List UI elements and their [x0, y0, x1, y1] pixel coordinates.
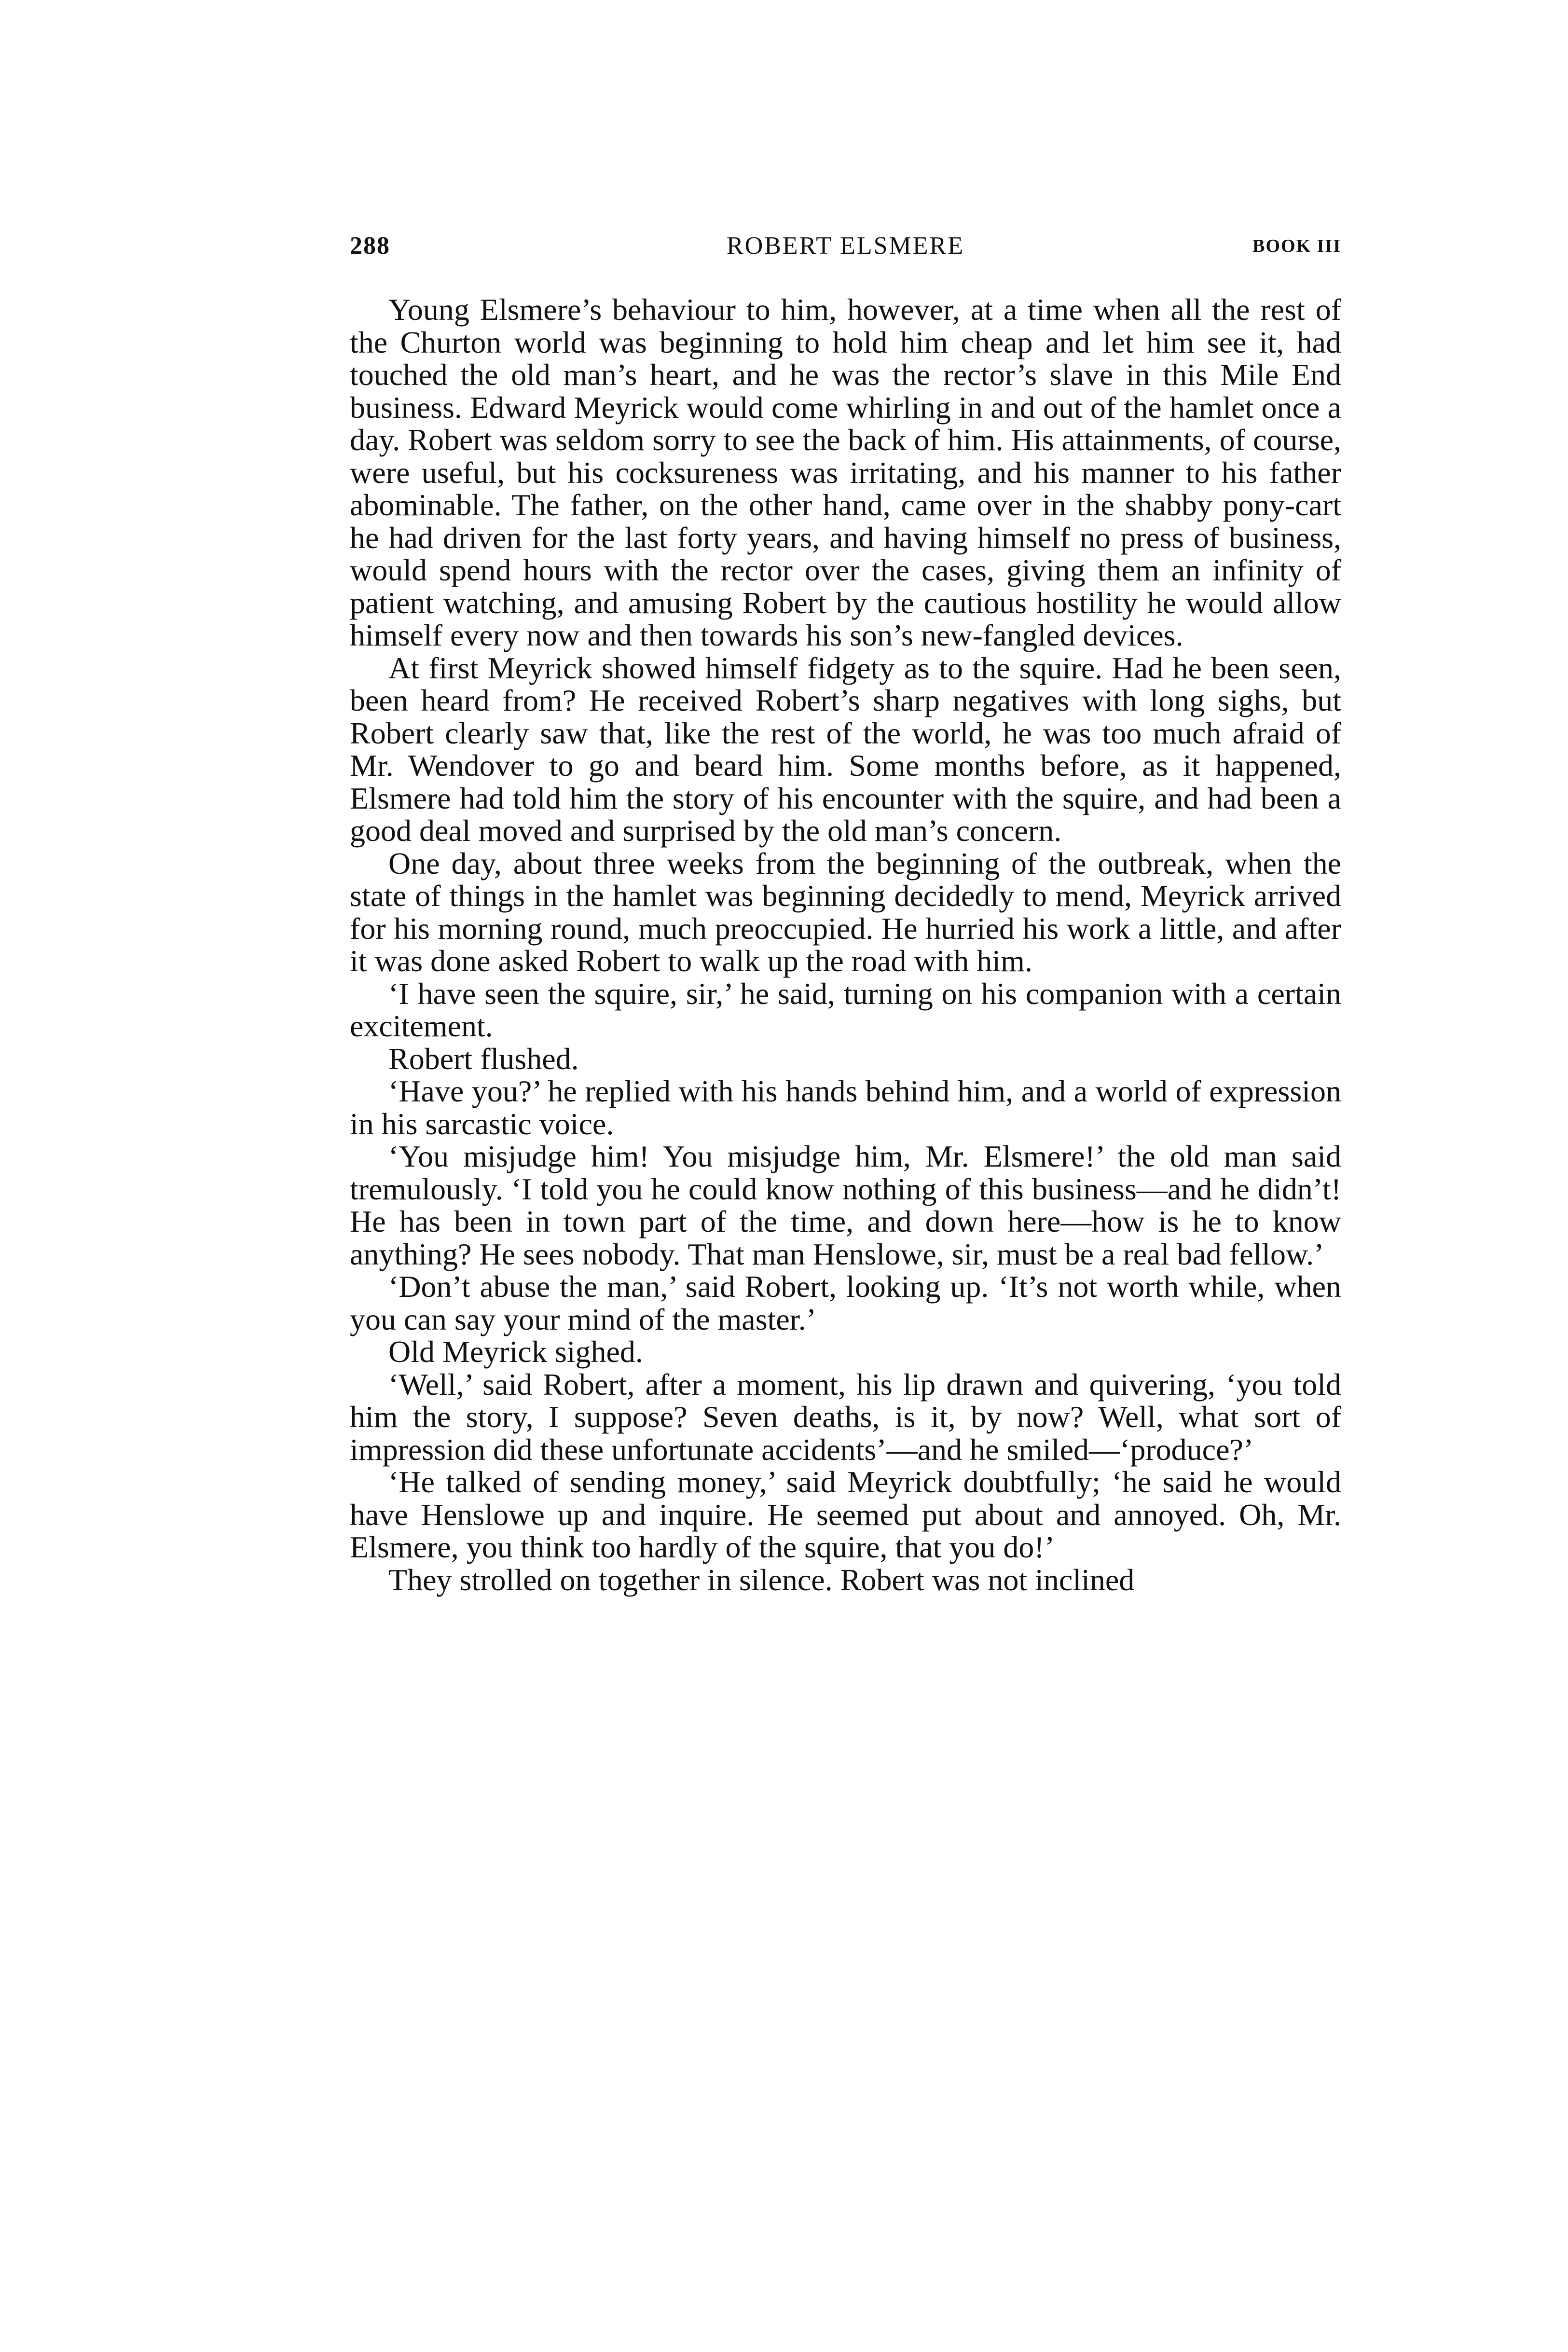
- page-number: 288: [350, 232, 390, 260]
- paragraph: Robert flushed.: [388, 1041, 579, 1076]
- running-title: ROBERT ELSMERE: [727, 232, 964, 260]
- paragraph: They strolled on together in silence. Robert was not inclined: [388, 1562, 1135, 1597]
- paragraph: Old Meyrick sighed.: [388, 1334, 643, 1369]
- body-text: [350, 293, 1341, 1596]
- paragraph: Young Elsmere’s behaviour to him, however, at a time when all the rest of the Churton world was beginning to hold him cheap and let him see it, had touched the old man’s heart, and he was the rector’s slave in this Mile End business. Edward Meyrick would come whirling in and out of the hamlet once a day. Robert was seldom sorry to see the back of him. His attainments, of course, were useful, but his cocksureness was irritating, and his manner to his father abominable. The father, on the other hand, came over in the shabby pony-cart he had driven for the last forty years, and having himself no press of business, would spend hours with the rector over the cases, giving them an infinity of patient watching, and amusing Robert by the cautious hostility he would allow himself every now and then towards his son’s new-fangled devices.: [350, 292, 1341, 652]
- paragraph: ‘Have you?’ he replied with his hands behind him, and a world of expression in his sarcastic voice.: [350, 1074, 1341, 1141]
- paragraph: ‘He talked of sending money,’ said Meyrick doubtfully; ‘he said he would have Henslowe up and inquire. He seemed put about and annoyed. Oh, Mr. Elsmere, you think too hardly of the squire, that you do!’: [350, 1465, 1341, 1564]
- book-section-label: BOOK III: [1252, 236, 1341, 256]
- paragraph: ‘Well,’ said Robert, after a moment, his lip drawn and quivering, ‘you told him the story, I suppose? Seven deaths, is it, by now? Well, what sort of impression did these unfortunate accidents’—and he smiled—‘produce?’: [350, 1367, 1341, 1467]
- book-page: [350, 227, 1341, 1596]
- paragraph: One day, about three weeks from the beginning of the outbreak, when the state of things in the hamlet was beginning decidedly to mend, Meyrick arrived for his morning round, much preoccupied. He hurried his work a little, and after it was done asked Robert to walk up the road with him.: [350, 846, 1341, 978]
- paragraph: ‘I have seen the squire, sir,’ he said, turning on his companion with a certain excitement.: [350, 976, 1341, 1043]
- paragraph: ‘Don’t abuse the man,’ said Robert, looking up. ‘It’s not worth while, when you can say your mind of the master.’: [350, 1269, 1341, 1336]
- paragraph: ‘You misjudge him! You misjudge him, Mr. Elsmere!’ the old man said tremulously. ‘I told you he could know nothing of this business—and he didn’t! He has been in town part of the time, and down here—how is he to know anything? He sees nobody. That man Henslowe, sir, must be a real bad fellow.’: [350, 1139, 1341, 1271]
- running-head: [350, 227, 1341, 265]
- paragraph: At first Meyrick showed himself fidgety as to the squire. Had he been seen, been heard from? He received Robert’s sharp negatives with long sighs, but Robert clearly saw that, like the rest of the world, he was too much afraid of Mr. Wendover to go and beard him. Some months before, as it happened, Elsmere had told him the story of his encounter with the squire, and had been a good deal moved and surprised by the old man’s concern.: [350, 650, 1341, 848]
